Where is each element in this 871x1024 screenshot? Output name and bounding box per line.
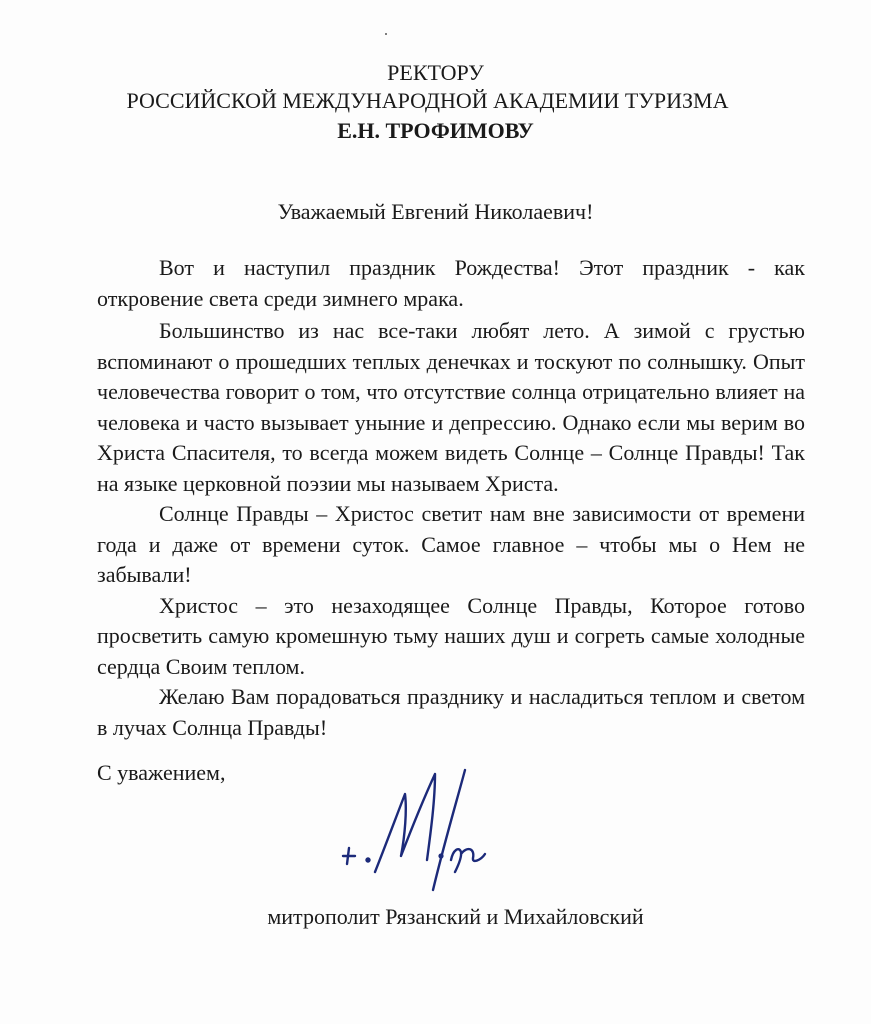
paragraph-3: Солнце Правды – Христос светит нам вне зависимости от времени года и даже от времени суток. Самое главное – чтобы мы о Нем не забывали! — [97, 501, 805, 587]
letter-body — [97, 253, 805, 743]
salutation: Уважаемый Евгений Николаевич! — [277, 199, 594, 224]
paragraph-5: Желаю Вам порадоваться празднику и насладиться теплом и светом в лучах Солнца Правды! — [97, 684, 805, 740]
handwritten-signature-icon — [335, 760, 495, 900]
closing-phrase: С уважением, — [97, 760, 226, 785]
signer-title: митрополит Рязанский и Михайловский — [267, 904, 644, 929]
scan-speck — [385, 33, 387, 35]
paragraph-4: Христос – это незаходящее Солнце Правды, Которое готово просветить самую кромешную тьму наших душ и согреть самые холодные сердца Своим теплом. — [97, 592, 805, 679]
paragraph-2: Большинство из нас все-таки любят лето. А зимой с грустью вспоминают о прошедших теплых денечках и тоскуют по солнышку. Опыт человечества говорит о том, что отсутствие солнца отрицательно влияет на человека и часто вызывает уныние и депрессию. Однако если мы верим во Христа Спасителя, то всегда можем видеть Солнце – Солнце Правды! Так на языке церковной поэзии мы называем Христа. — [97, 318, 805, 496]
addressee-organization: РОССИЙСКОЙ МЕЖДУНАРОДНОЙ АКАДЕМИИ ТУРИЗМА — [126, 88, 729, 113]
paragraph-1: Вот и наступил праздник Рождества! Этот праздник - как откровение света среди зимнего мрака. — [97, 255, 805, 311]
addressee-name: Е.Н. ТРОФИМОВУ — [337, 118, 534, 143]
addressee-title: РЕКТОРУ — [387, 60, 484, 85]
